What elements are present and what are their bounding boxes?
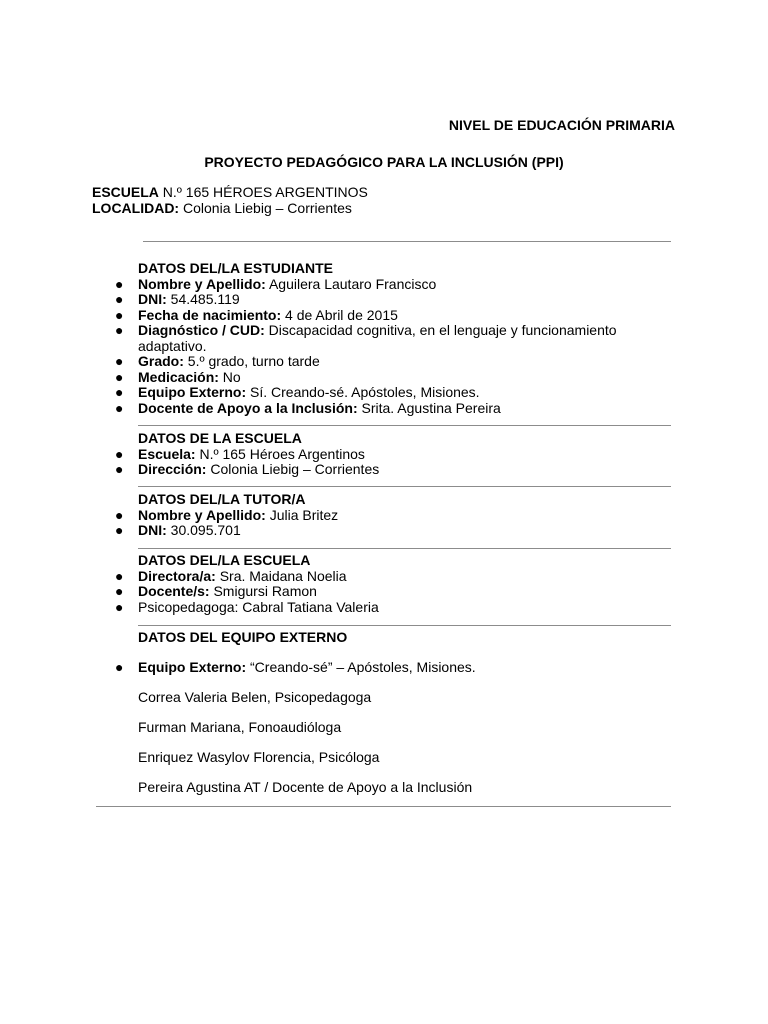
student-section [115,260,658,416]
item-value: Discapacidad cognitiva, en el lenguaje y funcionamiento adaptativo. [138,322,617,354]
item-label: Grado: [138,353,184,369]
item-value: No [218,368,241,385]
item-value: Aguilera Lautaro Francisco [265,275,437,292]
external-list [115,659,476,676]
item-label: Equipo Externo: [138,659,247,675]
school-staff-list [115,567,658,616]
teacher-item [115,583,658,600]
tutor-heading: DATOS DEL/LA TUTOR/A [138,491,306,507]
bullet-icon: ● [115,506,124,523]
bullet-icon: ● [115,567,124,584]
item-label: Docente de Apoyo a la Inclusión: [138,399,358,416]
divider [138,425,671,426]
item-label: Docente/s: [138,583,210,599]
item-label: DNI: [138,291,167,307]
school-heading: DATOS DE LA ESCUELA [138,430,302,446]
student-diagnosis-item [115,322,658,354]
item-value: Psicopedagoga: Cabral Tatiana Valeria [138,598,379,615]
item-label: Directora/a: [138,567,216,584]
school-line [92,185,368,201]
bullet-icon: ● [115,384,124,400]
student-name-item [115,275,658,293]
external-member: Enriquez Wasylov Florencia, Psicóloga [138,749,380,765]
item-label: Diagnóstico / CUD: [138,322,265,338]
student-grade-item [115,353,658,370]
student-support-teacher-item [115,399,658,417]
external-member: Correa Valeria Belen, Psicopedagoga [138,689,372,705]
document-title: PROYECTO PEDAGÓGICO PARA LA INCLUSIÓN (PPI) [204,154,564,170]
bullet-icon: ● [115,399,124,416]
school-name-item [115,445,658,463]
school-list [115,445,658,478]
item-label: DNI: [138,522,167,538]
bullet-icon: ● [115,461,124,477]
item-value: Sí. Creando-sé. Apóstoles, Misiones. [246,384,480,400]
bullet-icon: ● [115,353,124,369]
item-label: Nombre y Apellido: [138,506,266,523]
tutor-list [115,506,658,539]
item-value: 30.095.701 [166,522,241,538]
school-staff-heading: DATOS DEL/LA ESCUELA [138,552,311,568]
school-value: N.º 165 HÉROES ARGENTINOS [158,184,368,200]
item-value: 4 de Abril de 2015 [281,306,398,323]
external-team-item [115,659,476,676]
divider [138,548,671,549]
external-heading: DATOS DEL EQUIPO EXTERNO [138,629,348,645]
bullet-icon: ● [115,306,124,323]
school-section [115,430,658,478]
locality-label: LOCALIDAD: [92,199,180,216]
tutor-name-item [115,506,658,524]
bullet-icon: ● [115,368,124,385]
item-value: “Creando-sé” – Apóstoles, Misiones. [246,659,476,675]
bullet-icon: ● [115,445,124,462]
divider [138,625,671,626]
education-level: NIVEL DE EDUCACIÓN PRIMARIA [448,117,675,133]
locality-line [92,201,368,217]
bullet-icon: ● [115,291,124,307]
school-info [92,185,368,216]
item-label: Dirección: [138,461,207,477]
bullet-icon: ● [115,275,124,292]
item-value: 54.485.119 [166,291,240,307]
psychopedagogue-item [115,598,658,616]
tutor-dni-item [115,522,658,539]
external-member: Pereira Agustina AT / Docente de Apoyo a la Inclusión [138,779,473,795]
student-medication-item [115,368,658,386]
divider [138,486,671,487]
item-value: N.º 165 Héroes Argentinos [195,445,365,462]
item-value: Colonia Liebig – Corrientes [206,461,380,477]
student-external-team-item [115,384,658,401]
item-label: Fecha de nacimiento: [138,306,282,323]
bullet-icon: ● [115,659,124,675]
external-member: Furman Mariana, Fonoaudióloga [138,719,342,735]
student-birthdate-item [115,306,658,324]
item-value: Smigursi Ramon [209,583,317,599]
item-label: Escuela: [138,445,196,462]
school-address-item [115,461,658,478]
director-item [115,567,658,585]
bullet-icon: ● [115,598,124,615]
bullet-icon: ● [115,522,124,538]
item-label: Medicación: [138,368,219,385]
item-value: Srita. Agustina Pereira [357,399,501,416]
student-list [115,275,658,417]
item-value: Julia Britez [265,506,339,523]
bullet-icon: ● [115,322,124,338]
item-value: Sra. Maidana Noelia [215,567,347,584]
item-value: 5.º grado, turno tarde [183,353,320,369]
locality-value: Colonia Liebig – Corrientes [179,199,352,216]
item-label: Equipo Externo: [138,384,247,400]
student-heading: DATOS DEL/LA ESTUDIANTE [138,260,333,276]
school-staff-section [115,552,658,615]
divider [96,806,671,807]
divider [143,241,671,242]
student-dni-item [115,291,658,308]
tutor-section [115,491,658,539]
bullet-icon: ● [115,583,124,599]
school-label: ESCUELA [92,184,159,200]
item-label: Nombre y Apellido: [138,275,266,292]
